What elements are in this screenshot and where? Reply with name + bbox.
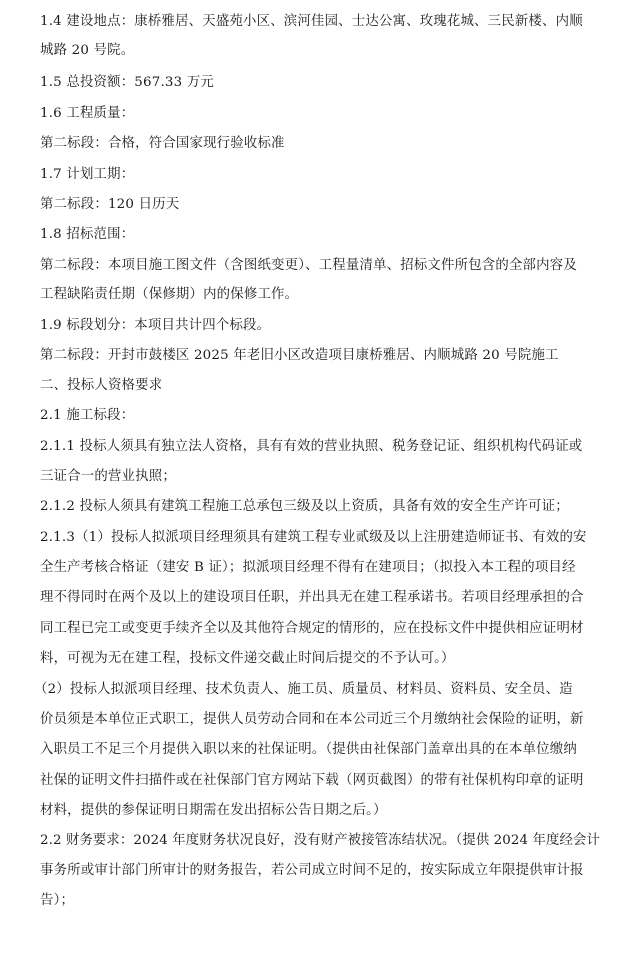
text-line: 2.1 施工标段：: [40, 408, 135, 423]
text-line: 2.1.1 投标人须具有独立法人资格，具有有效的营业执照、税务登记证、组织机构代码证或: [40, 439, 583, 454]
text-line: 工程缺陷责任期（保修期）内的保修工作。: [40, 287, 299, 302]
text-line: （2）投标人拟派项目经理、技术负责人、施工员、质量员、材料员、资料员、安全员、造: [34, 682, 573, 697]
text-line: 1.9 标段划分：本项目共计四个标段。: [40, 318, 271, 333]
text-line: 料，可视为无在建工程，投标文件递交截止时间后提交的不予认可。）: [40, 651, 455, 666]
text-line: 告）；: [40, 893, 75, 908]
text-line: 2.1.3（1）投标人拟派项目经理须具有建筑工程专业贰级及以上注册建造师证书、有效的安: [40, 530, 587, 545]
text-line: 第二标段：开封市鼓楼区 2025 年老旧小区改造项目康桥雅居、内顺城路 20 号院施工: [40, 348, 559, 363]
section-heading: 二、投标人资格要求: [40, 378, 163, 393]
text-line: 1.6 工程质量：: [40, 106, 135, 121]
text-line: 同工程已完工或变更手续齐全以及其他符合规定的情形的，应在投标文件中提供相应证明材: [40, 621, 584, 636]
text-line: 2.1.2 投标人须具有建筑工程施工总承包三级及以上资质，具备有效的安全生产许可证；: [40, 499, 569, 514]
text-line: 理不得同时在两个及以上的建设项目任职，并出具无在建工程承诺书。若项目经理承担的合: [40, 590, 584, 605]
text-line: 1.8 招标范围：: [40, 227, 135, 242]
text-line: 入职员工不足三个月提供入职以来的社保证明。（提供由社保部门盖章出具的在本单位缴纳: [40, 742, 577, 757]
text-line: 事务所或审计部门所审计的财务报告，若公司成立时间不足的，按实际成立年限提供审计报: [40, 863, 584, 878]
text-line: 第二标段：本项目施工图文件（含图纸变更）、工程量清单、招标文件所包含的全部内容及: [40, 258, 577, 273]
text-line: 1.7 计划工期：: [40, 167, 135, 182]
text-line: 社保的证明文件扫描件或在社保部门官方网站下载（网页截图）的带有社保机构印章的证明: [40, 773, 584, 788]
text-line: 第二标段：120 日历天: [40, 197, 180, 212]
text-line: 三证合一的营业执照；: [40, 469, 176, 484]
text-line: 价员须是本单位正式职工，提供人员劳动合同和在本公司近三个月缴纳社会保险的证明，新: [40, 712, 584, 727]
text-line: 全生产考核合格证（建安 B 证）；拟派项目经理不得有在建项目；（拟投入本工程的项目经: [40, 560, 576, 575]
text-line: 2.2 财务要求：2024 年度财务状况良好，没有财产被接管冻结状况。（提供 2024 年度经会计: [40, 833, 600, 848]
text-line: 1.5 总投资额：567.33 万元: [40, 75, 214, 90]
text-line: 1.4 建设地点：康桥雅居、天盛苑小区、滨河佳园、士达公寓、玫瑰花城、三民新楼、内顺: [40, 14, 583, 29]
text-line: 材料，提供的参保证明日期需在发出招标公告日期之后。）: [40, 803, 387, 818]
text-line: 第二标段：合格，符合国家现行验收标准: [40, 136, 285, 151]
text-line: 城路 20 号院。: [40, 43, 135, 58]
